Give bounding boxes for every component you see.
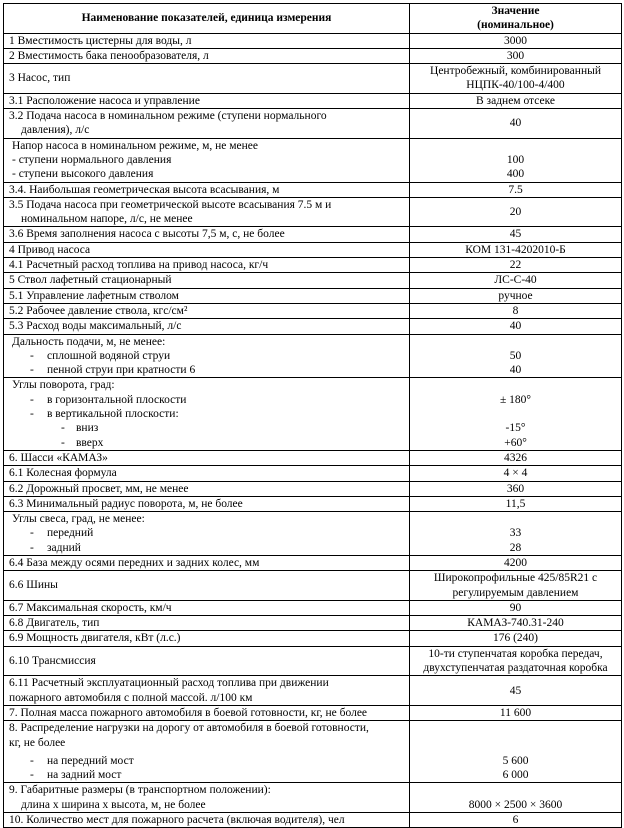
value-line bbox=[410, 783, 621, 797]
param-line: 6.9 Мощность двигателя, кВт (л.с.) bbox=[9, 632, 181, 645]
param-cell bbox=[4, 600, 410, 615]
value-line: 7.5 bbox=[508, 183, 523, 196]
param-line: Углы свеса, град, не менее: bbox=[12, 513, 145, 526]
value-line bbox=[410, 139, 621, 153]
param-line: 3.5 Подача насоса при геометрической высоте всасывания 7.5 м и bbox=[9, 198, 332, 211]
param-line: 3.2 Подача насоса в номинальном режиме (ступени нормального bbox=[9, 110, 327, 123]
value-cell bbox=[410, 182, 622, 197]
table-row bbox=[4, 783, 622, 813]
value-line: 8000 × 2500 × 3600 bbox=[468, 798, 563, 811]
value-line: ручное bbox=[498, 289, 533, 302]
table-row bbox=[4, 378, 622, 450]
value-cell bbox=[410, 631, 622, 646]
param-line: 6.4 База между осями передних и задних колес, мм bbox=[9, 556, 260, 569]
value-line: 176 (240) bbox=[492, 632, 539, 645]
param-line: 6.10 Трансмиссия bbox=[9, 654, 96, 667]
dash-bullet: - bbox=[61, 436, 65, 449]
table-row bbox=[4, 242, 622, 257]
param-cell bbox=[4, 48, 410, 63]
dash-bullet: - bbox=[30, 541, 34, 554]
table-row bbox=[4, 303, 622, 318]
param-cell bbox=[4, 93, 410, 108]
param-line: 5 Ствол лафетный стационарный bbox=[9, 274, 172, 287]
value-cell bbox=[410, 242, 622, 257]
value-line: 90 bbox=[509, 601, 522, 614]
value-cell bbox=[410, 33, 622, 48]
param-cell bbox=[4, 813, 410, 828]
param-cell bbox=[4, 571, 410, 601]
param-line: - в вертикальной плоскости: bbox=[30, 408, 179, 421]
value-line: 40 bbox=[509, 117, 522, 130]
param-cell bbox=[4, 676, 410, 706]
value-cell bbox=[410, 273, 622, 288]
value-cell bbox=[410, 197, 622, 227]
value-line: 20 bbox=[509, 206, 522, 218]
value-cell bbox=[410, 64, 622, 94]
param-line: 5.3 Расход воды максимальный, л/с bbox=[9, 320, 182, 333]
table-row bbox=[4, 258, 622, 273]
value-cell bbox=[410, 571, 622, 601]
param-cell bbox=[4, 319, 410, 334]
value-cell bbox=[410, 600, 622, 615]
value-line: 40 bbox=[509, 364, 522, 377]
param-cell bbox=[4, 631, 410, 646]
param-line: 4.1 Расчетный расход топлива на привод насоса, кг/ч bbox=[9, 259, 269, 272]
param-cell bbox=[4, 197, 410, 227]
param-line: кг, не более bbox=[9, 736, 66, 749]
value-cell bbox=[410, 616, 622, 631]
table-body bbox=[4, 33, 622, 828]
value-line: 3000 bbox=[504, 34, 527, 47]
param-line: Напор насоса в номинальном режиме, м, не менее bbox=[12, 139, 259, 152]
param-line: 3 Насос, тип bbox=[9, 72, 71, 85]
param-cell bbox=[4, 258, 410, 273]
value-cell bbox=[410, 646, 622, 676]
value-header-line1: Значение bbox=[491, 5, 540, 17]
table-row bbox=[4, 93, 622, 108]
table-row bbox=[4, 109, 622, 139]
param-line: - на передний мост bbox=[30, 754, 134, 767]
param-line: - сплошной водяной струи bbox=[30, 349, 171, 362]
value-cell bbox=[410, 813, 622, 828]
value-line bbox=[410, 736, 621, 750]
table-row bbox=[4, 616, 622, 631]
value-cell bbox=[410, 227, 622, 242]
param-line: 9. Габаритные размеры (в транспортном положении): bbox=[9, 784, 271, 797]
dash-bullet: - bbox=[30, 754, 34, 767]
value-line: 4200 bbox=[504, 556, 527, 569]
table-row bbox=[4, 450, 622, 465]
param-cell bbox=[4, 64, 410, 94]
param-line: 6.6 Шины bbox=[9, 579, 58, 592]
dash-bullet: - bbox=[30, 408, 34, 421]
table-row bbox=[4, 631, 622, 646]
param-cell bbox=[4, 273, 410, 288]
param-line: давления), л/с bbox=[21, 124, 90, 137]
param-line: - задний bbox=[30, 541, 81, 554]
table-row bbox=[4, 319, 622, 334]
dash-bullet: - bbox=[30, 527, 34, 540]
param-cell bbox=[4, 303, 410, 318]
value-line: 33 bbox=[509, 527, 522, 540]
param-line: пожарного автомобиля с полной массой. л/100 км bbox=[9, 691, 253, 704]
param-cell bbox=[4, 378, 410, 450]
table-row bbox=[4, 227, 622, 242]
table-row bbox=[4, 555, 622, 570]
spec-table bbox=[3, 3, 622, 828]
param-line: Углы поворота, град: bbox=[12, 379, 115, 392]
param-line: 6.7 Максимальная скорость, км/ч bbox=[9, 601, 172, 614]
value-line: 8 bbox=[512, 304, 519, 317]
table-row bbox=[4, 33, 622, 48]
value-line: 5 600 bbox=[502, 754, 529, 767]
table-row bbox=[4, 481, 622, 496]
param-cell bbox=[4, 616, 410, 631]
dash-bullet: - bbox=[30, 364, 34, 377]
value-line: 11 600 bbox=[499, 706, 532, 719]
table-row bbox=[4, 138, 622, 182]
value-line: КОМ 131-4202010-Б bbox=[465, 243, 566, 256]
param-line: 6.3 Минимальный радиус поворота, м, не более bbox=[9, 497, 243, 510]
param-line: Дальность подачи, м, не менее: bbox=[12, 335, 166, 348]
value-cell bbox=[410, 48, 622, 63]
value-line: 11,5 bbox=[505, 497, 526, 510]
value-line: 50 bbox=[509, 349, 522, 362]
table-row bbox=[4, 197, 622, 227]
value-line: Широкопрофильные 425/85R21 с bbox=[433, 572, 598, 585]
param-line: 6.8 Двигатель, тип bbox=[9, 617, 100, 630]
param-line: 8. Распределение нагрузки на дорогу от автомобиля в боевой готовности, bbox=[9, 722, 369, 735]
table-row bbox=[4, 288, 622, 303]
param-line: 3.4. Наибольшая геометрическая высота всасывания, м bbox=[9, 183, 280, 196]
value-cell bbox=[410, 109, 622, 139]
param-line: длина х ширина х высота, м, не более bbox=[21, 798, 206, 811]
value-cell bbox=[410, 450, 622, 465]
param-cell bbox=[4, 242, 410, 257]
value-line: ЛС-С-40 bbox=[494, 274, 537, 287]
param-column-header: Наименование показателей, единица измерения bbox=[4, 4, 410, 34]
param-cell bbox=[4, 646, 410, 676]
param-line: 3.6 Время заполнения насоса с высоты 7,5 м, с, не более bbox=[9, 228, 285, 241]
param-line: номинальном напоре, л/с, не менее bbox=[21, 213, 193, 226]
param-cell bbox=[4, 227, 410, 242]
value-cell bbox=[410, 705, 622, 720]
value-line bbox=[410, 721, 621, 735]
param-line: - ступени нормального давления bbox=[12, 153, 172, 166]
dash-bullet: - bbox=[30, 349, 34, 362]
value-line bbox=[410, 335, 621, 349]
value-line: 100 bbox=[506, 153, 525, 166]
param-line: - ступени высокого давления bbox=[12, 168, 154, 181]
param-cell bbox=[4, 182, 410, 197]
value-line: Центробежный, комбинированный bbox=[430, 65, 601, 78]
param-cell bbox=[4, 109, 410, 139]
value-cell bbox=[410, 378, 622, 450]
value-line bbox=[410, 407, 621, 421]
value-cell bbox=[410, 138, 622, 182]
value-cell bbox=[410, 721, 622, 783]
dash-bullet: - bbox=[30, 769, 34, 782]
value-line: 6 bbox=[512, 814, 519, 827]
param-cell bbox=[4, 705, 410, 720]
table-row bbox=[4, 64, 622, 94]
param-line: - пенной струи при кратности 6 bbox=[30, 364, 196, 377]
param-cell bbox=[4, 783, 410, 813]
value-cell bbox=[410, 783, 622, 813]
value-line: 10-ти ступенчатая коробка передач, bbox=[428, 647, 603, 660]
param-line: 6.1 Колесная формула bbox=[9, 467, 117, 480]
param-cell bbox=[4, 288, 410, 303]
value-cell bbox=[410, 288, 622, 303]
param-cell bbox=[4, 334, 410, 378]
value-line: -15° bbox=[505, 422, 526, 435]
value-line: КАМАЗ-740.31-240 bbox=[467, 617, 564, 630]
value-line: +60° bbox=[504, 436, 527, 449]
param-cell bbox=[4, 481, 410, 496]
table-row bbox=[4, 48, 622, 63]
value-line bbox=[410, 512, 621, 526]
table-row bbox=[4, 182, 622, 197]
param-line: 5.1 Управление лафетным стволом bbox=[9, 289, 179, 302]
param-line: 2 Вместимость бака пенообразователя, л bbox=[9, 49, 209, 62]
param-line: 1 Вместимость цистерны для воды, л bbox=[9, 34, 192, 47]
param-cell bbox=[4, 555, 410, 570]
param-cell bbox=[4, 721, 410, 783]
value-line: регулируемым давлением bbox=[452, 586, 579, 599]
param-line: - вверх bbox=[61, 436, 104, 449]
value-line: 40 bbox=[509, 320, 522, 333]
table-row bbox=[4, 676, 622, 706]
param-line: 5.2 Рабочее давление ствола, кгс/см² bbox=[9, 304, 188, 317]
param-cell bbox=[4, 33, 410, 48]
param-cell bbox=[4, 450, 410, 465]
table-row bbox=[4, 512, 622, 556]
table-row bbox=[4, 646, 622, 676]
value-header-line2: (номинальное) bbox=[477, 19, 554, 32]
value-line: двухступенчатая раздаточная коробка bbox=[423, 662, 608, 675]
value-cell bbox=[410, 319, 622, 334]
header-row bbox=[4, 4, 622, 34]
table-row bbox=[4, 571, 622, 601]
table-row bbox=[4, 273, 622, 288]
value-line: 6 000 bbox=[502, 769, 529, 782]
value-line: 4 × 4 bbox=[503, 467, 528, 480]
value-column-header bbox=[410, 4, 622, 34]
value-cell bbox=[410, 676, 622, 706]
param-line: 10. Количество мест для пожарного расчета (включая водителя), чел bbox=[9, 814, 345, 827]
param-line: 6. Шасси «КАМАЗ» bbox=[9, 451, 108, 464]
value-line: 400 bbox=[506, 168, 525, 181]
value-line: НЦПК-40/100-4/400 bbox=[466, 79, 565, 92]
value-line: 22 bbox=[509, 259, 522, 272]
value-line bbox=[410, 378, 621, 392]
value-line: 45 bbox=[509, 228, 522, 241]
param-cell bbox=[4, 138, 410, 182]
param-cell bbox=[4, 496, 410, 511]
value-cell bbox=[410, 512, 622, 556]
param-line: - передний bbox=[30, 527, 94, 540]
value-cell bbox=[410, 258, 622, 273]
value-cell bbox=[410, 481, 622, 496]
table-row bbox=[4, 334, 622, 378]
value-line: В заднем отсеке bbox=[476, 94, 555, 107]
value-line: 4326 bbox=[504, 451, 527, 464]
table-row bbox=[4, 600, 622, 615]
dash-bullet: - bbox=[61, 422, 65, 435]
dash-bullet: - bbox=[30, 393, 34, 406]
table-row bbox=[4, 466, 622, 481]
param-line: 4 Привод насоса bbox=[9, 243, 91, 256]
param-line: 6.2 Дорожный просвет, мм, не менее bbox=[9, 482, 189, 495]
table-row bbox=[4, 813, 622, 828]
param-line: - в горизонтальной плоскости bbox=[30, 393, 187, 406]
table-row bbox=[4, 721, 622, 783]
param-line: - на задний мост bbox=[30, 769, 122, 782]
value-cell bbox=[410, 555, 622, 570]
value-line: 360 bbox=[506, 482, 525, 495]
value-cell bbox=[410, 93, 622, 108]
value-cell bbox=[410, 496, 622, 511]
param-cell bbox=[4, 466, 410, 481]
param-line: - вниз bbox=[61, 422, 99, 435]
value-cell bbox=[410, 334, 622, 378]
param-line: 6.11 Расчетный эксплуатационный расход топлива при движении bbox=[9, 677, 329, 690]
table-row bbox=[4, 496, 622, 511]
value-cell bbox=[410, 303, 622, 318]
value-line: 300 bbox=[506, 49, 525, 62]
table-row bbox=[4, 705, 622, 720]
param-line: 7. Полная масса пожарного автомобиля в боевой готовности, кг, не более bbox=[9, 706, 368, 719]
value-cell bbox=[410, 466, 622, 481]
param-line: 3.1 Расположение насоса и управление bbox=[9, 94, 200, 107]
value-line: 28 bbox=[509, 541, 522, 554]
value-line: 45 bbox=[509, 684, 522, 697]
param-cell bbox=[4, 512, 410, 556]
value-line: ± 180° bbox=[499, 393, 532, 406]
